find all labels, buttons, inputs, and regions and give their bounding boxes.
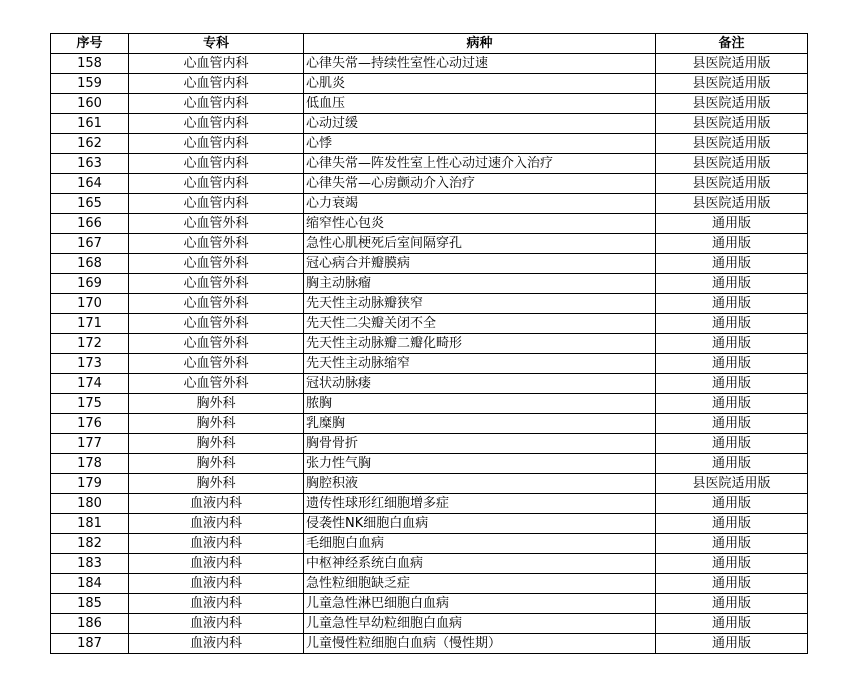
table-row: [51, 574, 808, 594]
row-department: 心血管外科: [129, 254, 304, 274]
row-note: 县医院适用版: [656, 114, 808, 134]
row-disease: 心律失常—阵发性室上性心动过速介入治疗: [304, 154, 656, 174]
row-disease: 儿童慢性粒细胞白血病（慢性期）: [304, 634, 656, 654]
row-note: 通用版: [656, 274, 808, 294]
row-disease: 中枢神经系统白血病: [304, 554, 656, 574]
row-number: 172: [51, 334, 129, 354]
disease-table: [50, 33, 808, 654]
row-department: 血液内科: [129, 534, 304, 554]
row-disease: 胸腔积液: [304, 474, 656, 494]
row-disease: 儿童急性淋巴细胞白血病: [304, 594, 656, 614]
row-department: 心血管外科: [129, 354, 304, 374]
table-row: [51, 54, 808, 74]
row-disease: 急性心肌梗死后室间隔穿孔: [304, 234, 656, 254]
row-department: 心血管外科: [129, 214, 304, 234]
row-note: 通用版: [656, 454, 808, 474]
table-row: [51, 154, 808, 174]
row-number: 178: [51, 454, 129, 474]
row-note: 县医院适用版: [656, 194, 808, 214]
row-department: 心血管内科: [129, 194, 304, 214]
row-note: 通用版: [656, 234, 808, 254]
row-number: 168: [51, 254, 129, 274]
row-number: 184: [51, 574, 129, 594]
row-disease: 冠心病合并瓣膜病: [304, 254, 656, 274]
row-disease: 心律失常—持续性室性心动过速: [304, 54, 656, 74]
row-disease: 脓胸: [304, 394, 656, 414]
row-note: 通用版: [656, 614, 808, 634]
row-number: 167: [51, 234, 129, 254]
row-department: 心血管外科: [129, 334, 304, 354]
row-department: 心血管内科: [129, 74, 304, 94]
table-row: [51, 214, 808, 234]
header-note: 备注: [656, 34, 808, 54]
row-disease: 胸主动脉瘤: [304, 274, 656, 294]
row-note: 县医院适用版: [656, 154, 808, 174]
table-row: [51, 74, 808, 94]
row-note: 通用版: [656, 294, 808, 314]
row-disease: 遗传性球形红细胞增多症: [304, 494, 656, 514]
table-row: [51, 394, 808, 414]
row-note: 通用版: [656, 494, 808, 514]
row-number: 173: [51, 354, 129, 374]
table-row: [51, 414, 808, 434]
row-disease: 缩窄性心包炎: [304, 214, 656, 234]
row-number: 169: [51, 274, 129, 294]
row-number: 187: [51, 634, 129, 654]
table-header: [51, 34, 808, 54]
table-row: [51, 174, 808, 194]
table-row: [51, 314, 808, 334]
row-department: 心血管外科: [129, 234, 304, 254]
row-disease: 胸骨骨折: [304, 434, 656, 454]
header-row: [51, 34, 808, 54]
header-disease: 病种: [304, 34, 656, 54]
row-number: 162: [51, 134, 129, 154]
row-department: 胸外科: [129, 414, 304, 434]
table-row: [51, 554, 808, 574]
row-disease: 张力性气胸: [304, 454, 656, 474]
header-department: 专科: [129, 34, 304, 54]
table-row: [51, 454, 808, 474]
row-disease: 先天性主动脉缩窄: [304, 354, 656, 374]
table-row: [51, 474, 808, 494]
row-disease: 先天性二尖瓣关闭不全: [304, 314, 656, 334]
table-row: [51, 194, 808, 214]
table-row: [51, 254, 808, 274]
table-row: [51, 634, 808, 654]
row-number: 164: [51, 174, 129, 194]
row-number: 170: [51, 294, 129, 314]
row-note: 县医院适用版: [656, 54, 808, 74]
row-number: 165: [51, 194, 129, 214]
row-department: 血液内科: [129, 594, 304, 614]
row-note: 通用版: [656, 354, 808, 374]
row-department: 胸外科: [129, 434, 304, 454]
table-row: [51, 134, 808, 154]
row-disease: 儿童急性早幼粒细胞白血病: [304, 614, 656, 634]
row-number: 161: [51, 114, 129, 134]
row-number: 159: [51, 74, 129, 94]
row-disease: 急性粒细胞缺乏症: [304, 574, 656, 594]
row-department: 血液内科: [129, 494, 304, 514]
row-number: 186: [51, 614, 129, 634]
row-department: 心血管内科: [129, 54, 304, 74]
row-disease: 侵袭性NK细胞白血病: [304, 514, 656, 534]
row-department: 血液内科: [129, 634, 304, 654]
row-department: 心血管外科: [129, 374, 304, 394]
row-note: 通用版: [656, 514, 808, 534]
header-number: 序号: [51, 34, 129, 54]
row-number: 177: [51, 434, 129, 454]
row-number: 175: [51, 394, 129, 414]
row-department: 血液内科: [129, 614, 304, 634]
table-row: [51, 274, 808, 294]
row-note: 县医院适用版: [656, 174, 808, 194]
row-note: 通用版: [656, 394, 808, 414]
row-note: 县医院适用版: [656, 474, 808, 494]
row-department: 心血管内科: [129, 154, 304, 174]
row-disease: 心力衰竭: [304, 194, 656, 214]
row-disease: 冠状动脉瘘: [304, 374, 656, 394]
row-disease: 乳糜胸: [304, 414, 656, 434]
row-department: 胸外科: [129, 474, 304, 494]
table-body: [51, 54, 808, 654]
row-disease: 先天性主动脉瓣狭窄: [304, 294, 656, 314]
table-row: [51, 294, 808, 314]
row-department: 胸外科: [129, 454, 304, 474]
row-department: 心血管内科: [129, 114, 304, 134]
row-number: 171: [51, 314, 129, 334]
row-note: 县医院适用版: [656, 134, 808, 154]
table-row: [51, 354, 808, 374]
row-number: 182: [51, 534, 129, 554]
row-number: 158: [51, 54, 129, 74]
row-disease: 心动过缓: [304, 114, 656, 134]
row-note: 通用版: [656, 554, 808, 574]
row-number: 163: [51, 154, 129, 174]
row-note: 通用版: [656, 374, 808, 394]
row-disease: 心律失常—心房颤动介入治疗: [304, 174, 656, 194]
row-department: 血液内科: [129, 574, 304, 594]
row-disease: 低血压: [304, 94, 656, 114]
row-department: 心血管内科: [129, 174, 304, 194]
row-note: 通用版: [656, 214, 808, 234]
row-department: 血液内科: [129, 554, 304, 574]
row-number: 180: [51, 494, 129, 514]
table-row: [51, 94, 808, 114]
row-note: 县医院适用版: [656, 74, 808, 94]
row-note: 通用版: [656, 634, 808, 654]
row-disease: 心悸: [304, 134, 656, 154]
row-note: 通用版: [656, 254, 808, 274]
row-note: 县医院适用版: [656, 94, 808, 114]
table-row: [51, 334, 808, 354]
row-note: 通用版: [656, 574, 808, 594]
table-row: [51, 494, 808, 514]
table-row: [51, 234, 808, 254]
row-disease: 先天性主动脉瓣二瓣化畸形: [304, 334, 656, 354]
row-note: 通用版: [656, 314, 808, 334]
row-number: 181: [51, 514, 129, 534]
row-note: 通用版: [656, 434, 808, 454]
row-number: 183: [51, 554, 129, 574]
row-department: 血液内科: [129, 514, 304, 534]
row-disease: 心肌炎: [304, 74, 656, 94]
table-row: [51, 594, 808, 614]
row-department: 心血管外科: [129, 294, 304, 314]
table-row: [51, 374, 808, 394]
row-number: 174: [51, 374, 129, 394]
row-note: 通用版: [656, 334, 808, 354]
row-note: 通用版: [656, 534, 808, 554]
table-row: [51, 114, 808, 134]
row-department: 心血管内科: [129, 134, 304, 154]
row-number: 185: [51, 594, 129, 614]
row-department: 心血管外科: [129, 274, 304, 294]
row-note: 通用版: [656, 414, 808, 434]
row-disease: 毛细胞白血病: [304, 534, 656, 554]
table-row: [51, 614, 808, 634]
table-row: [51, 534, 808, 554]
row-number: 166: [51, 214, 129, 234]
row-number: 160: [51, 94, 129, 114]
table-row: [51, 434, 808, 454]
row-department: 胸外科: [129, 394, 304, 414]
row-department: 心血管外科: [129, 314, 304, 334]
row-number: 176: [51, 414, 129, 434]
table-row: [51, 514, 808, 534]
row-number: 179: [51, 474, 129, 494]
row-department: 心血管内科: [129, 94, 304, 114]
row-note: 通用版: [656, 594, 808, 614]
